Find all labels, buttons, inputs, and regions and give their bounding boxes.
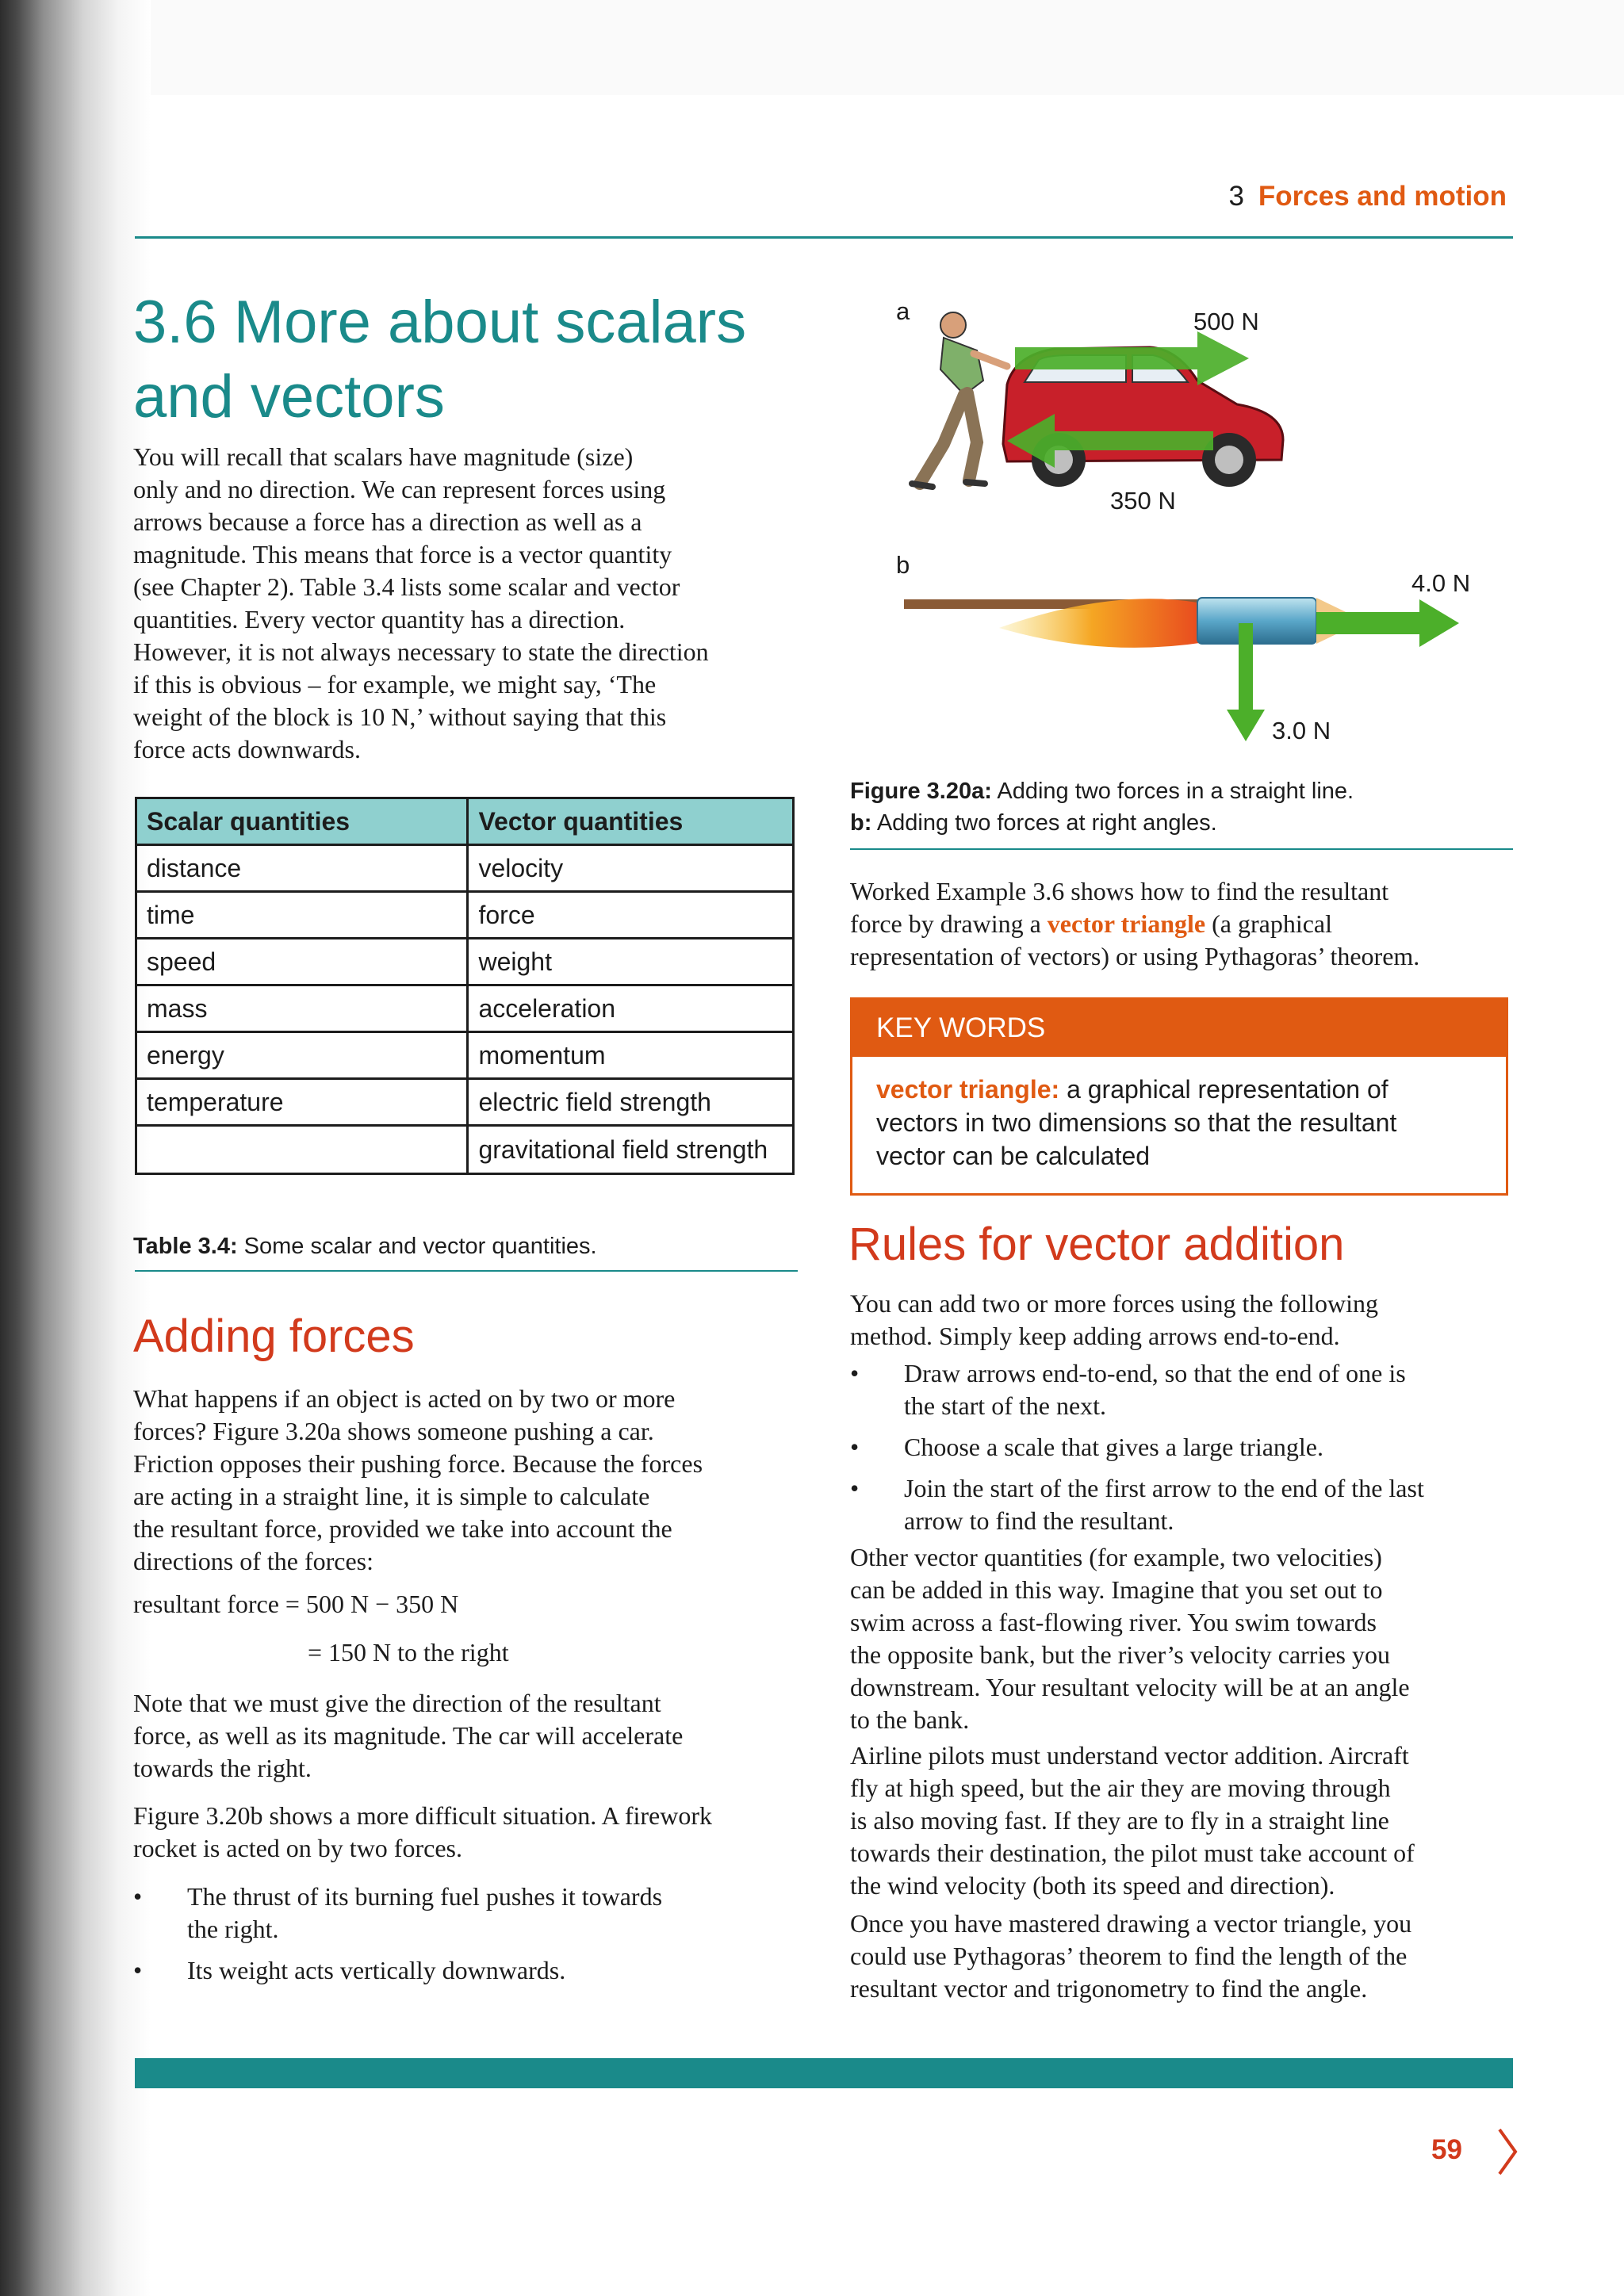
text-line: the opposite bank, but the river’s velocity carries you [850,1640,1390,1669]
table-caption-label: Table 3.4: [133,1234,238,1259]
text-line: swim across a fast-flowing river. You swim towards [850,1608,1377,1636]
section-title-line: 3.6 More about scalars [133,289,747,356]
quantities-table [135,797,795,1175]
push-force-arrow [1015,331,1249,385]
text-line: the wind velocity (both its speed and direction). [850,1871,1335,1900]
text-line: the right. [187,1915,279,1943]
key-words-definition [876,1073,1487,1173]
push-force-label: 500 N [1193,308,1259,335]
text-line: force, as well as its magnitude. The car will accelerate [133,1721,684,1750]
table-row [136,1126,794,1174]
pilots-paragraph [850,1739,1516,1902]
text-line: the resultant force, provided we take into account the [133,1514,672,1543]
person-figure [912,312,1007,487]
bullet-marker: • [850,1474,860,1502]
text-line: The thrust of its burning fuel pushes it towards [187,1882,663,1911]
list-item [133,1954,799,1987]
figure-caption-line [850,807,1516,839]
page-top-margin [0,0,1624,95]
table-cell: mass [136,985,468,1032]
table-cell: gravitational field strength [468,1126,794,1174]
text-line: (see Chapter 2). Table 3.4 lists some scalar and vector [133,572,680,601]
text-line: You will recall that scalars have magnitude (size) [133,442,634,471]
text-line: Note that we must give the direction of the resultant [133,1689,661,1717]
figure-caption-label: b: [850,810,872,836]
text-line: Airline pilots must understand vector addition. Aircraft [850,1741,1409,1770]
equation-line: resultant force = 500 N − 350 N [133,1590,459,1618]
firework-bullet-list [133,1881,799,1996]
pythagoras-paragraph [850,1908,1516,2005]
intro-paragraph [133,441,799,766]
text-line: towards the right. [133,1754,312,1782]
text-line: You can add two or more forces using the following [850,1289,1378,1318]
key-words-heading: KEY WORDS [852,1000,1506,1057]
table-caption-text: Some scalar and vector quantities. [237,1234,597,1259]
text-line: is also moving fast. If they are to fly in a straight line [850,1806,1389,1835]
text-line: vectors in two dimensions so that the resultant [876,1108,1397,1137]
text-line: quantities. Every vector quantity has a direction. [133,605,626,633]
text-line: forces? Figure 3.20a shows someone pushing a car. [133,1417,654,1445]
text-line: Worked Example 3.6 shows how to find the resultant [850,877,1389,905]
text-line: if this is obvious – for example, we might say, ‘The [133,670,657,698]
adding-forces-paragraph [133,1383,799,1578]
text-line: towards their destination, the pilot must take account of [850,1839,1415,1867]
text-line: Once you have mastered drawing a vector triangle, you [850,1909,1412,1938]
river-paragraph [850,1541,1516,1736]
text-line: resultant vector and trigonometry to find the angle. [850,1974,1368,2003]
book-binding-shadow [0,0,151,2296]
text-line: Its weight acts vertically downwards. [187,1956,566,1984]
rules-heading: Rules for vector addition [848,1219,1345,1270]
text-line: can be added in this way. Imagine that you set out to [850,1575,1383,1604]
text-line: What happens if an object is acted on by two or more [133,1384,676,1413]
text-line: fly at high speed, but the air they are moving through [850,1774,1391,1802]
bullet-marker: • [850,1359,860,1387]
text-line: Join the start of the first arrow to the end of the last [904,1474,1424,1502]
figure-caption-text: Adding two forces at right angles. [871,810,1217,836]
list-item [850,1431,1516,1464]
text-line: However, it is not always necessary to state the direction [133,637,709,666]
footer-band [135,2058,1513,2088]
rules-intro [850,1288,1516,1353]
rules-bullet-list [850,1357,1516,1546]
chapter-title: Forces and motion [1258,181,1507,212]
car-force-arrows [999,317,1443,492]
adding-forces-note [133,1687,799,1785]
thrust-force-arrow [1316,599,1459,647]
table-cell: time [136,892,468,939]
table-header-vector: Vector quantities [468,798,794,845]
text-line: could use Pythagoras’ theorem to find the length of the [850,1942,1408,1970]
list-item [850,1357,1516,1422]
text-fragment: force by drawing a [850,909,1048,938]
text-line: representation of vectors) or using Pythagoras’ theorem. [850,942,1420,970]
header-rule [135,236,1513,239]
table-row [136,985,794,1032]
table-row [136,892,794,939]
thrust-force-label: 4.0 N [1411,569,1471,597]
figure-caption-rule [850,848,1513,850]
table-cell: weight [468,939,794,985]
friction-force-arrow [1007,414,1213,468]
table-cell: velocity [468,845,794,892]
table-cell: distance [136,845,468,892]
chapter-number: 3 [1228,181,1244,212]
key-word-term: vector triangle: [876,1075,1060,1104]
text-line: directions of the forces: [133,1547,373,1575]
friction-force-label: 350 N [1110,487,1176,515]
text-line [876,1073,1487,1106]
table-cell [136,1126,468,1174]
text-line: method. Simply keep adding arrows end-to-end. [850,1322,1340,1350]
figure-caption-line [850,775,1516,807]
figure-caption-text: Adding two forces in a straight line. [991,779,1354,804]
text-line: magnitude. This means that force is a vector quantity [133,540,672,568]
text-line: Figure 3.20b shows a more difficult situation. A firework [133,1801,712,1830]
table-row [136,1032,794,1079]
bullet-marker: • [850,1433,860,1461]
bullet-marker: • [133,1882,143,1911]
table-row [136,1079,794,1126]
table-cell: energy [136,1032,468,1079]
key-term-highlight: vector triangle [1047,909,1206,938]
text-line: Other vector quantities (for example, two velocities) [850,1543,1382,1571]
table-caption [133,1230,597,1262]
text-line: the start of the next. [904,1391,1107,1420]
bullet-marker: • [133,1956,143,1984]
section-title-line: and vectors [133,363,445,430]
weight-force-label: 3.0 N [1272,717,1331,744]
table-row [136,939,794,985]
text-line: to the bank. [850,1705,970,1734]
figure-label-a: a [896,297,910,325]
table-cell: speed [136,939,468,985]
text-line: Choose a scale that gives a large triangle. [904,1433,1323,1461]
section-title [133,285,815,434]
table-cell: momentum [468,1032,794,1079]
firework-paragraph [133,1800,799,1865]
equation-line: = 150 N to the right [308,1638,509,1667]
list-item [850,1472,1516,1537]
figure-label-b: b [896,551,910,579]
page-number: 59 [1431,2134,1462,2165]
table-header-scalar: Scalar quantities [136,798,468,845]
text-fragment: a graphical representation of [1059,1075,1388,1104]
key-words-box [850,997,1508,1196]
table-cell: acceleration [468,985,794,1032]
chapter-header [1228,181,1507,212]
table-cell: force [468,892,794,939]
text-line: force acts downwards. [133,735,361,763]
table-row [136,845,794,892]
text-line: are acting in a straight line, it is simple to calculate [133,1482,650,1510]
text-line: arrows because a force has a direction as well as a [133,507,642,536]
figure-caption [850,775,1516,839]
text-line [850,908,1516,940]
text-line: Friction opposes their pushing force. Because the forces [133,1449,703,1478]
text-line: weight of the block is 10 N,’ without saying that this [133,702,667,731]
figure-caption-label: Figure 3.20a: [850,779,992,804]
text-line: downstream. Your resultant velocity will be at an angle [850,1673,1410,1701]
rocket-illustration [904,571,1475,745]
table-caption-rule [135,1270,798,1272]
text-line: vector can be calculated [876,1142,1151,1170]
worked-example-paragraph [850,875,1516,973]
text-line: Draw arrows end-to-end, so that the end of one is [904,1359,1406,1387]
table-cell: temperature [136,1079,468,1126]
chevron-right-icon[interactable] [1495,2126,1519,2177]
list-item [133,1881,799,1946]
text-line: only and no direction. We can represent forces using [133,475,666,503]
adding-forces-heading: Adding forces [133,1311,415,1362]
text-line: arrow to find the resultant. [904,1506,1174,1535]
table-header-row [136,798,794,845]
text-line: rocket is acted on by two forces. [133,1834,462,1862]
table-cell: electric field strength [468,1079,794,1126]
text-fragment: (a graphical [1205,909,1333,938]
rocket-body [1197,598,1316,644]
